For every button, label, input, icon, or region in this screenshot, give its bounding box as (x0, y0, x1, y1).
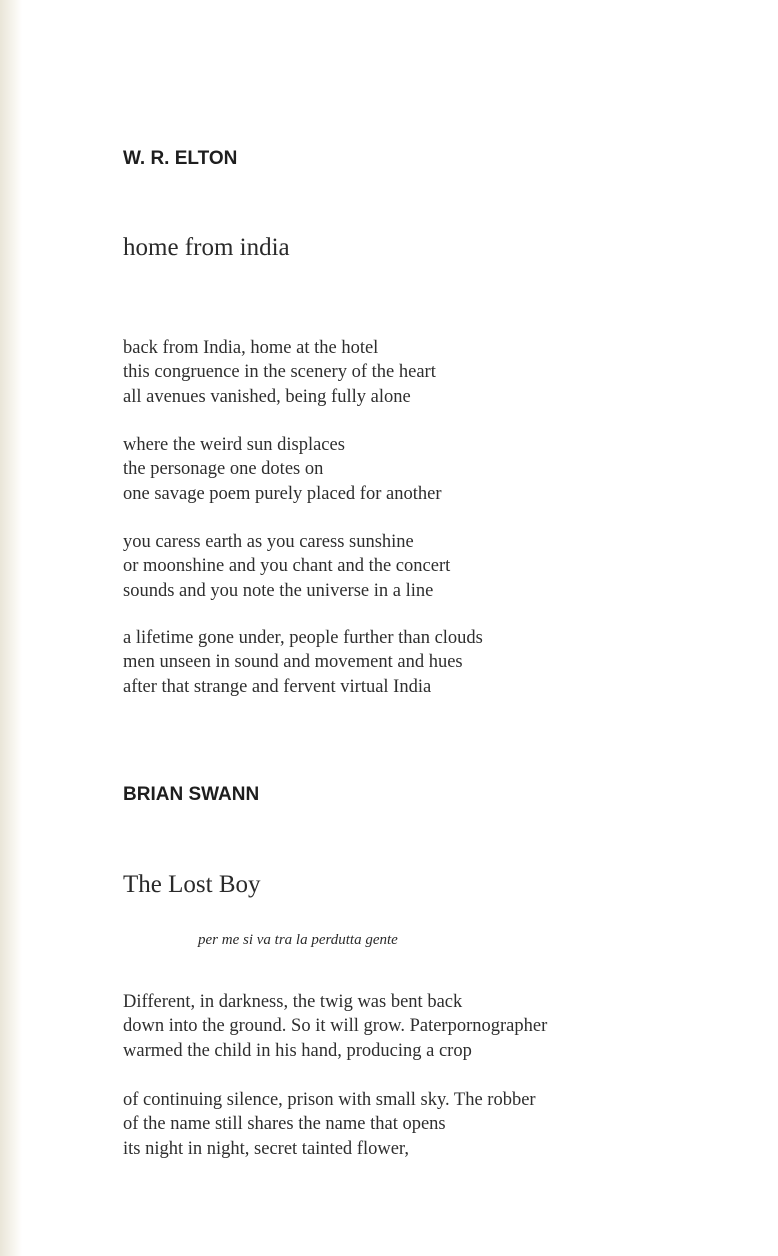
stanza (123, 433, 441, 506)
poem-line: after that strange and fervent virtual India (123, 676, 432, 697)
poem-line: this congruence in the scenery of the heart (123, 362, 436, 383)
poem-line: warmed the child in his hand, producing a crop (123, 1040, 472, 1061)
epigraph: per me si va tra la perdutta gente (198, 932, 398, 948)
poem-title: home from india (123, 234, 290, 261)
poem-line: its night in night, secret tainted flower, (123, 1138, 409, 1159)
poem-line: back from India, home at the hotel (123, 338, 379, 358)
poem-title: The Lost Boy (123, 871, 261, 898)
poem-line: all avenues vanished, being fully alone (123, 386, 411, 407)
poem-line: you caress earth as you caress sunshine (123, 532, 414, 552)
poem-line: where the weird sun displaces (123, 435, 345, 455)
poem-line: down into the ground. So it will grow. Paterpornographer (123, 1016, 548, 1037)
poem-line: of the name still shares the name that opens (123, 1114, 446, 1135)
poem-line: of continuing silence, prison with small sky. The robber (123, 1090, 536, 1110)
page-edge-shadow (0, 0, 22, 1256)
stanza (123, 336, 436, 409)
poem-line: a lifetime gone under, people further than clouds (123, 628, 483, 648)
stanza (123, 990, 547, 1063)
poem-line: or moonshine and you chant and the concert (123, 556, 451, 577)
author-name: W. R. ELTON (123, 148, 238, 169)
stanza (123, 530, 450, 603)
poem-line: the personage one dotes on (123, 459, 324, 480)
poem-line: one savage poem purely placed for another (123, 483, 442, 504)
author-name: BRIAN SWANN (123, 784, 260, 805)
poem-line: Different, in darkness, the twig was bent back (123, 992, 463, 1012)
poem-line: sounds and you note the universe in a line (123, 580, 434, 601)
stanza (123, 626, 483, 699)
stanza (123, 1088, 536, 1161)
poem-line: men unseen in sound and movement and hues (123, 652, 463, 673)
